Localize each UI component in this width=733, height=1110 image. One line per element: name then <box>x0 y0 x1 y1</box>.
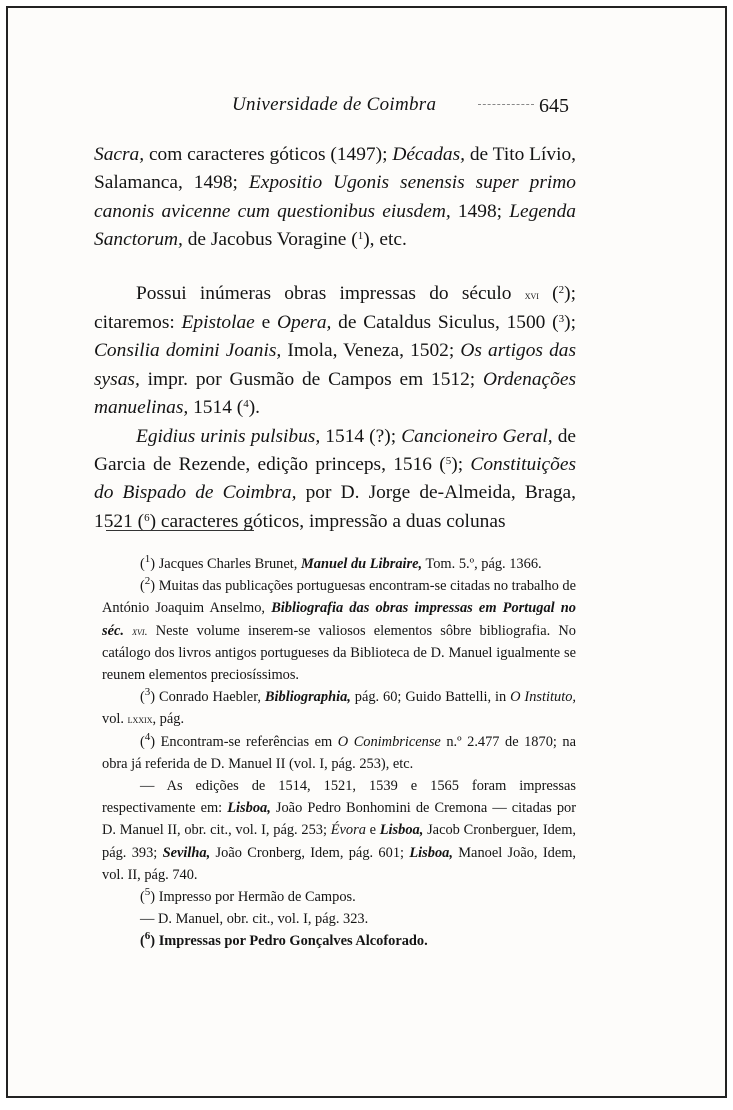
text-run: 1514 ( <box>188 397 244 419</box>
text-italic: Sacra, <box>94 144 145 165</box>
footnote-marker: 5 <box>144 886 151 899</box>
text-run: — D. Manuel, obr. cit., vol. I, pág. 323. <box>140 911 369 928</box>
text-run: João Cronberg, Idem, pág. 601; <box>210 844 410 861</box>
text-run: Tom. 5.º, pág. 1366. <box>422 556 542 572</box>
footnote-marker: 3 <box>144 686 151 699</box>
text-italic: Os artigos das sysas, <box>94 340 577 390</box>
text-italic: Cancioneiro Geral, <box>401 425 553 447</box>
text-italic: Constituições do Bispado de Coimbra, <box>94 454 576 504</box>
text-run: Conrado Haebler, <box>155 689 265 706</box>
footnote-ref: 2 <box>558 283 565 296</box>
text-italic: Bibliografia das obras impressas em Portugal no séc. <box>102 600 577 639</box>
text-run: de Tito Lívio, Salamanca, 1498; <box>94 144 576 194</box>
text-run: Possui inúmeras obras impressas do século <box>136 282 525 304</box>
text-run: Encontram-se referências em <box>155 733 338 750</box>
text-italic: Epistolae <box>181 312 255 334</box>
footnote-ref: 4 <box>243 398 249 411</box>
text-run: Manoel João, Idem, vol. II, pág. 740. <box>102 844 577 883</box>
text-italic: Opera, <box>276 312 332 334</box>
paragraph-3 <box>94 423 576 537</box>
text-run: vol. <box>102 711 128 728</box>
text-smallcaps: xvi. <box>132 623 148 638</box>
text-italic: Legenda Sanctorum, <box>94 200 576 251</box>
footnote-marker: 1 <box>144 553 151 565</box>
text-italic: Évora <box>330 822 366 839</box>
text-italic: O Conimbricense <box>337 733 441 750</box>
text-italic: Lisboa, <box>379 822 424 839</box>
paragraph-1 <box>94 141 576 255</box>
footnote-4-continued <box>102 775 576 886</box>
footnote-ref: 1 <box>357 230 364 243</box>
text-italic: Décadas, <box>392 144 466 165</box>
text-run: Impressas por Pedro Gonçalves Alcoforado. <box>155 933 428 950</box>
text-run: ), etc. <box>363 229 407 251</box>
text-run: e <box>365 822 380 839</box>
text-run: 1498; <box>450 200 510 222</box>
text-run: ) caracteres góticos, impressão a duas colunas <box>149 510 506 532</box>
footnote-2: ($^2$) Muitas das publicações portuguesas encontram-se citadas no trabalho de António Joaquim Anselmo, Bibliografia das obras impressas em Portugal no séc. xvi. Neste volume inserem-se valiosos elementos sôbre bibliografia. No catálogo dos livros antigos portugueses da Biblioteca de D. Manuel igualmente se reunem elementos preciosíssimos. <box>102 575 577 684</box>
running-header <box>8 94 725 120</box>
header-rule <box>478 104 534 105</box>
main-text <box>94 141 576 536</box>
footnote-ref: 5 <box>445 455 452 468</box>
footnote-4: ($^4$) Encontram-se referências em O Conimbricense n.º 2.477 de 1870; na obra já referida de D. Manuel II (vol. I, pág. 253), etc. <box>102 730 576 772</box>
text-run: de Garcia de Rezende, edição princeps, 1516 ( <box>94 425 576 476</box>
footnotes <box>102 553 576 953</box>
text-run: , pág. <box>152 711 185 728</box>
footnote-5-continued <box>102 908 576 930</box>
page-number: 645 <box>539 95 569 117</box>
running-title: Universidade de Coimbra <box>232 94 437 115</box>
footnote-marker: 6 <box>144 930 151 943</box>
footnote-ref: 3 <box>558 313 565 326</box>
text-run: pág. 60; Guido Battelli, in <box>350 689 511 706</box>
footnote-ref: 6 <box>144 511 150 524</box>
text-smallcaps: lxxix <box>127 712 153 727</box>
text-run: por D. Jorge de-Almeida, Braga, 1521 ( <box>94 482 577 532</box>
text-run: Jacques Charles Brunet, <box>155 556 301 572</box>
text-run: de Cataldus Siculus, 1500 ( <box>331 312 559 334</box>
text-run: de Jacobus Voragine ( <box>182 229 358 251</box>
book-page <box>6 6 727 1098</box>
text-run: Imola, Veneza, 1502; <box>281 340 461 362</box>
footnote-divider <box>106 530 254 531</box>
footnote-3: ($^3$) Conrado Haebler, Bibliographia, pág. 60; Guido Battelli, in O Instituto, vol. lxxix, pág. <box>102 686 576 728</box>
text-italic: Manuel du Libraire, <box>300 556 423 572</box>
text-run: Jacob Cronberguer, Idem, pág. 393; <box>102 822 576 861</box>
text-run: Impresso por Hermão de Campos. <box>155 889 356 906</box>
footnote-5: ($^5$) Impresso por Hermão de Campos. <box>140 886 356 906</box>
text-italic: Bibliographia, <box>264 689 351 706</box>
text-italic: O Instituto, <box>510 689 576 706</box>
text-run: e <box>254 312 277 334</box>
text-run: ); citaremos: <box>94 282 576 334</box>
text-run: Neste volume inserem-se valiosos elementos sôbre bibliografia. No catálogo dos livros antigos portugueses da Biblioteca de D. Manuel igualmente se reunem elementos preciosíssimos. <box>102 622 576 684</box>
footnote-marker: 4 <box>144 730 151 743</box>
footnote-6: ($^6$) Impressas por Pedro Gonçalves Alcoforado. <box>140 930 428 950</box>
footnote-1: ($^1$) Jacques Charles Brunet, Manuel du Libraire, Tom. 5.º, pág. 1366. <box>140 553 542 572</box>
text-smallcaps: xvi <box>524 287 539 302</box>
text-run: 1514 (?); <box>320 425 402 447</box>
text-run: ). <box>248 397 261 419</box>
text-run: ); <box>451 454 471 476</box>
text-italic: Sevilha, <box>162 844 211 861</box>
text-run: ); <box>564 312 576 334</box>
text-run: com caracteres góticos (1497); <box>144 144 393 165</box>
text-italic: Consilia domini Joanis, <box>94 340 282 362</box>
text-italic: Lisboa, <box>409 844 453 861</box>
text-run: João Pedro Bonhomini de Cremona — citadas por D. Manuel II, obr. cit., vol. I, pág. 253; <box>102 800 577 839</box>
paragraph-2 <box>94 280 576 423</box>
text-run: — As edições de 1514, 1521, 1539 e 1565 foram impressas respectivamente em: <box>102 778 576 817</box>
text-italic: Egidius urinis pulsibus, <box>136 425 321 447</box>
text-run: n.º 2.477 de 1870; na obra já referida de D. Manuel II (vol. I, pág. 253), etc. <box>102 733 576 772</box>
text-run: impr. por Gusmão de Campos em 1512; <box>139 368 484 390</box>
text-run: ( <box>538 282 559 304</box>
text-italic: Ordenações manuelinas, <box>94 368 576 419</box>
text-italic: Lisboa, <box>227 800 271 817</box>
footnote-marker: 2 <box>144 575 151 588</box>
text-italic: Expositio Ugonis senensis super primo canonis avicenne cum questionibus eiusdem, <box>94 172 576 222</box>
text-run: Muitas das publicações portuguesas encontram-se citadas no trabalho de António Joaquim Anselmo, <box>102 578 576 617</box>
